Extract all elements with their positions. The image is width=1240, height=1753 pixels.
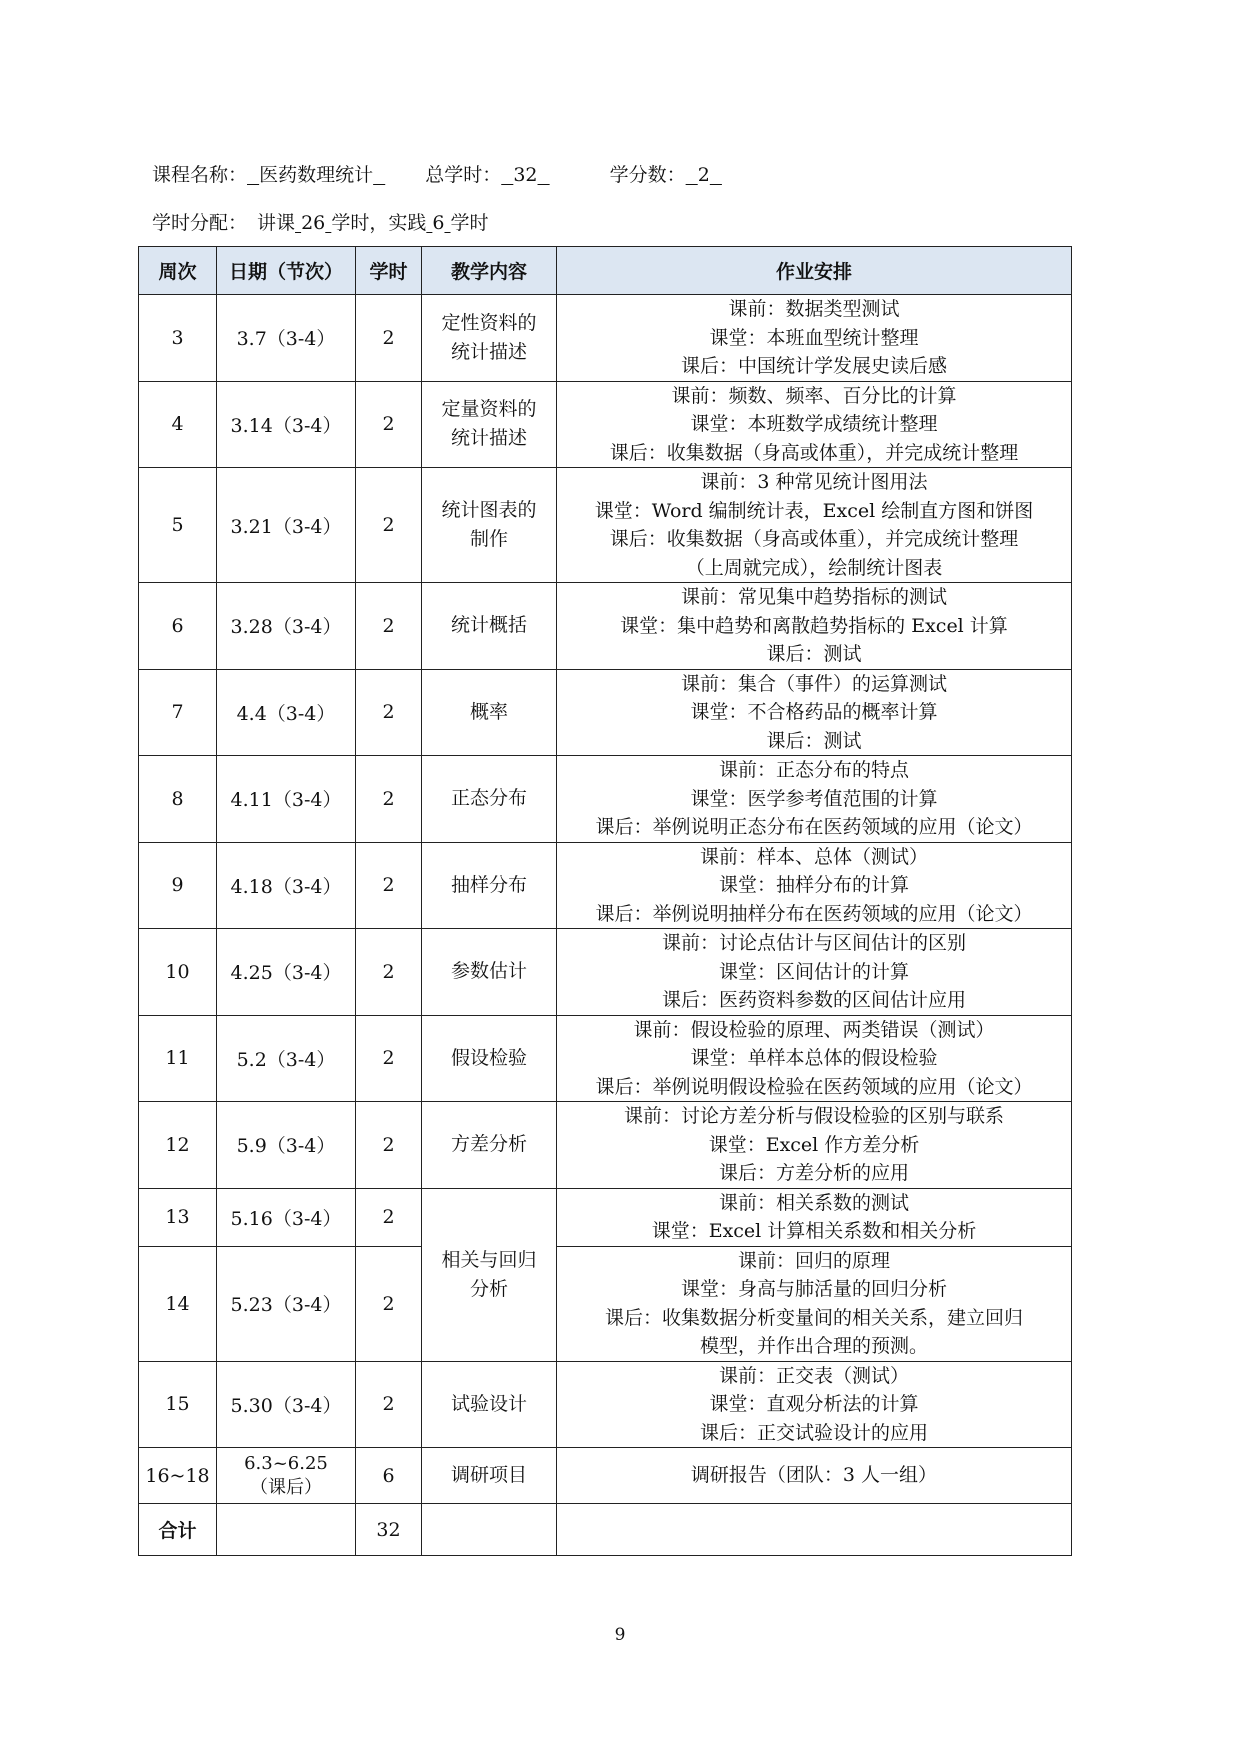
homework-line: 课堂：本班血型统计整理 <box>709 326 919 349</box>
week-cell: 14 <box>139 1246 217 1361</box>
content-line: 参数估计 <box>450 960 527 983</box>
homework-line: 课后：正交试验设计的应用 <box>699 1421 928 1444</box>
homework-line: 课后：举例说明假设检验在医药领域的应用（论文） <box>595 1075 1033 1098</box>
table-row <box>139 1188 1072 1246</box>
content-line: 统计图表的 <box>441 499 537 521</box>
date-cell: 3.14（3-4） <box>217 381 356 468</box>
content-line: 相关与回归 <box>441 1248 537 1271</box>
content-line: 正态分布 <box>450 787 527 810</box>
date-cell: 3.7（3-4） <box>217 295 356 382</box>
table-row <box>139 1361 1072 1448</box>
content-cell <box>422 295 557 382</box>
total-hours-cell: 32 <box>356 1504 422 1556</box>
homework-line: 课后：方差分析的应用 <box>718 1162 909 1184</box>
date-line: 6.3~6.25 <box>244 1452 328 1474</box>
homework-line: 课前：讨论点估计与区间估计的区别 <box>661 932 966 954</box>
page-number: 9 <box>614 1625 626 1645</box>
hours-cell: 2 <box>356 669 422 756</box>
homework-line: 课前：数据类型测试 <box>728 298 900 320</box>
col-week: 周次 <box>139 247 217 295</box>
homework-line: 课后：收集数据（身高或体重），并完成统计整理 <box>609 441 1019 464</box>
homework-line: 课堂：本班数学成绩统计整理 <box>690 413 938 435</box>
homework-line: 课堂：区间估计的计算 <box>718 960 909 983</box>
homework-cell <box>557 842 1072 929</box>
homework-line: 课前：频数、频率、百分比的计算 <box>671 384 957 407</box>
homework-line: 课前：正交表（测试） <box>718 1364 909 1387</box>
date-cell: 3.28（3-4） <box>217 583 356 670</box>
week-cell: 13 <box>139 1188 217 1246</box>
week-cell: 5 <box>139 468 217 583</box>
content-cell <box>422 669 557 756</box>
hours-cell: 2 <box>356 1015 422 1102</box>
total-content-cell <box>422 1504 557 1556</box>
homework-line: 课后：测试 <box>766 643 862 665</box>
hours-cell: 2 <box>356 1102 422 1189</box>
week-cell: 16~18 <box>139 1448 217 1504</box>
practice-hours-value: 6 <box>432 212 445 234</box>
content-line: 统计概括 <box>450 614 527 637</box>
week-cell: 9 <box>139 842 217 929</box>
hours-cell: 2 <box>356 842 422 929</box>
table-row <box>139 1015 1072 1102</box>
total-row <box>139 1504 1072 1556</box>
homework-line: 课前：正态分布的特点 <box>718 759 909 781</box>
homework-line: 课前：讨论方差分析与假设检验的区别与联系 <box>623 1105 1004 1127</box>
homework-cell <box>557 1246 1072 1361</box>
content-cell <box>422 1361 557 1448</box>
lecture-prefix: 讲课 <box>257 212 296 234</box>
homework-line: 课前：相关系数的测试 <box>718 1191 909 1214</box>
content-line: 假设检验 <box>450 1046 527 1069</box>
homework-cell <box>557 1102 1072 1189</box>
table-row <box>139 669 1072 756</box>
homework-line: 课堂：不合格药品的概率计算 <box>690 701 938 723</box>
schedule-table <box>138 246 1072 1556</box>
homework-cell <box>557 669 1072 756</box>
content-line: 统计描述 <box>450 340 527 363</box>
hours-cell: 2 <box>356 1246 422 1361</box>
week-cell: 7 <box>139 669 217 756</box>
table-row <box>139 381 1072 468</box>
homework-cell <box>557 756 1072 843</box>
date-cell: 5.2（3-4） <box>217 1015 356 1102</box>
table-row <box>139 1102 1072 1189</box>
total-homework-cell <box>557 1504 1072 1556</box>
homework-cell <box>557 295 1072 382</box>
date-cell: 3.21（3-4） <box>217 468 356 583</box>
homework-line: 课后：收集数据分析变量间的相关关系，建立回归 <box>604 1306 1023 1329</box>
content-line: 制作 <box>469 528 508 550</box>
homework-line: 课前：常见集中趋势指标的测试 <box>680 586 947 608</box>
allocation-label: 学时分配： <box>152 212 248 234</box>
date-cell: 5.30（3-4） <box>217 1361 356 1448</box>
col-homework: 作业安排 <box>557 247 1072 295</box>
homework-line: 课前：集合（事件）的运算测试 <box>680 672 947 695</box>
content-cell <box>422 1015 557 1102</box>
course-info-line <box>152 160 722 187</box>
course-name-value: 医药数理统计 <box>259 164 374 186</box>
hours-cell: 2 <box>356 583 422 670</box>
content-line: 抽样分布 <box>450 873 527 896</box>
content-cell <box>422 381 557 468</box>
date-cell: 4.11（3-4） <box>217 756 356 843</box>
homework-line: 课堂：集中趋势和离散趋势指标的 Excel 计算 <box>620 614 1008 637</box>
hours-cell: 2 <box>356 381 422 468</box>
col-date: 日期（节次） <box>217 247 356 295</box>
hours-allocation-line <box>152 208 489 235</box>
homework-cell <box>557 929 1072 1016</box>
homework-line: 课前：假设检验的原理、两类错误（测试） <box>633 1018 995 1041</box>
content-cell <box>422 1448 557 1504</box>
homework-line: 课堂：医学参考值范围的计算 <box>690 787 938 810</box>
lecture-hours-value: 26 <box>301 212 326 234</box>
content-line: 分析 <box>469 1277 508 1300</box>
content-cell <box>422 756 557 843</box>
homework-line: 课前：回归的原理 <box>737 1249 890 1272</box>
homework-line: 课后：举例说明抽样分布在医药领域的应用（论文） <box>595 902 1033 925</box>
date-cell: 5.23（3-4） <box>217 1246 356 1361</box>
homework-line: 课后：中国统计学发展史读后感 <box>680 355 947 377</box>
week-cell: 10 <box>139 929 217 1016</box>
content-line: 定量资料的 <box>441 398 537 421</box>
content-line: 概率 <box>469 700 508 723</box>
homework-line: 课堂：直观分析法的计算 <box>709 1393 919 1415</box>
table-header-row <box>139 247 1072 295</box>
course-name-label: 课程名称： <box>152 164 248 186</box>
hours-cell: 2 <box>356 756 422 843</box>
week-cell: 12 <box>139 1102 217 1189</box>
total-date-cell <box>217 1504 356 1556</box>
date-cell: 5.16（3-4） <box>217 1188 356 1246</box>
date-cell: 5.9（3-4） <box>217 1102 356 1189</box>
hours-cell: 2 <box>356 929 422 1016</box>
content-line: 定性资料的 <box>441 311 537 334</box>
col-hours: 学时 <box>356 247 422 295</box>
homework-cell <box>557 1448 1072 1504</box>
homework-cell <box>557 1015 1072 1102</box>
homework-cell <box>557 1188 1072 1246</box>
homework-cell <box>557 1361 1072 1448</box>
homework-line: 课堂：抽样分布的计算 <box>718 874 909 896</box>
homework-line: 模型，并作出合理的预测。 <box>699 1335 928 1357</box>
homework-cell <box>557 583 1072 670</box>
content-cell <box>422 583 557 670</box>
content-line: 调研项目 <box>450 1464 527 1486</box>
hours-cell: 2 <box>356 295 422 382</box>
hours-cell: 6 <box>356 1448 422 1504</box>
table-row <box>139 842 1072 929</box>
table-row <box>139 468 1072 583</box>
week-cell: 3 <box>139 295 217 382</box>
content-cell <box>422 468 557 583</box>
homework-line: 课后：医药资料参数的区间估计应用 <box>661 989 966 1011</box>
content-cell <box>422 1188 557 1361</box>
credit-value: 2 <box>697 164 710 186</box>
table-row <box>139 929 1072 1016</box>
total-label-cell: 合计 <box>139 1504 217 1556</box>
homework-line: 课堂：Excel 作方差分析 <box>708 1133 920 1156</box>
date-cell: 4.25（3-4） <box>217 929 356 1016</box>
content-cell <box>422 929 557 1016</box>
total-hours-value: 32 <box>513 164 538 186</box>
hours-cell: 2 <box>356 1361 422 1448</box>
total-hours-label: 总学时： <box>425 164 502 186</box>
content-line: 试验设计 <box>450 1392 527 1415</box>
content-line: 方差分析 <box>450 1133 527 1156</box>
homework-line: 课堂：Excel 计算相关系数和相关分析 <box>651 1220 977 1242</box>
hours-cell: 2 <box>356 1188 422 1246</box>
homework-cell <box>557 468 1072 583</box>
table-row <box>139 1448 1072 1504</box>
date-cell: 4.18（3-4） <box>217 842 356 929</box>
homework-line: 课后：举例说明正态分布在医药领域的应用（论文） <box>595 816 1033 838</box>
hours-cell: 2 <box>356 468 422 583</box>
date-cell: 4.4（3-4） <box>217 669 356 756</box>
homework-line: 课前：3 种常见统计图用法 <box>700 471 928 493</box>
week-cell: 8 <box>139 756 217 843</box>
homework-line: 课后：测试 <box>766 729 862 752</box>
content-cell <box>422 1102 557 1189</box>
week-cell: 11 <box>139 1015 217 1102</box>
practice-suffix: 学时 <box>450 212 489 234</box>
week-cell: 15 <box>139 1361 217 1448</box>
homework-line: （上周就完成），绘制统计图表 <box>685 556 943 579</box>
table-row <box>139 1246 1072 1361</box>
col-content: 教学内容 <box>422 247 557 295</box>
homework-line: 调研报告（团队：3 人一组） <box>690 1464 938 1487</box>
homework-line: 课堂：身高与肺活量的回归分析 <box>680 1278 947 1300</box>
content-cell <box>422 842 557 929</box>
week-cell: 6 <box>139 583 217 670</box>
homework-line: 课前：样本、总体（测试） <box>699 845 928 868</box>
homework-cell <box>557 381 1072 468</box>
homework-line: 课堂：单样本总体的假设检验 <box>690 1047 938 1069</box>
table-row <box>139 295 1072 382</box>
week-cell: 4 <box>139 381 217 468</box>
table-row <box>139 756 1072 843</box>
lecture-suffix: 学时，实践 <box>331 212 427 234</box>
homework-line: 课后：收集数据（身高或体重），并完成统计整理 <box>609 528 1019 550</box>
table-row <box>139 583 1072 670</box>
date-line: （课后） <box>250 1476 322 1498</box>
credit-label: 学分数： <box>609 164 686 186</box>
content-line: 统计描述 <box>450 427 527 450</box>
homework-line: 课堂：Word 编制统计表，Excel 绘制直方图和饼图 <box>594 499 1034 522</box>
date-cell <box>217 1448 356 1504</box>
